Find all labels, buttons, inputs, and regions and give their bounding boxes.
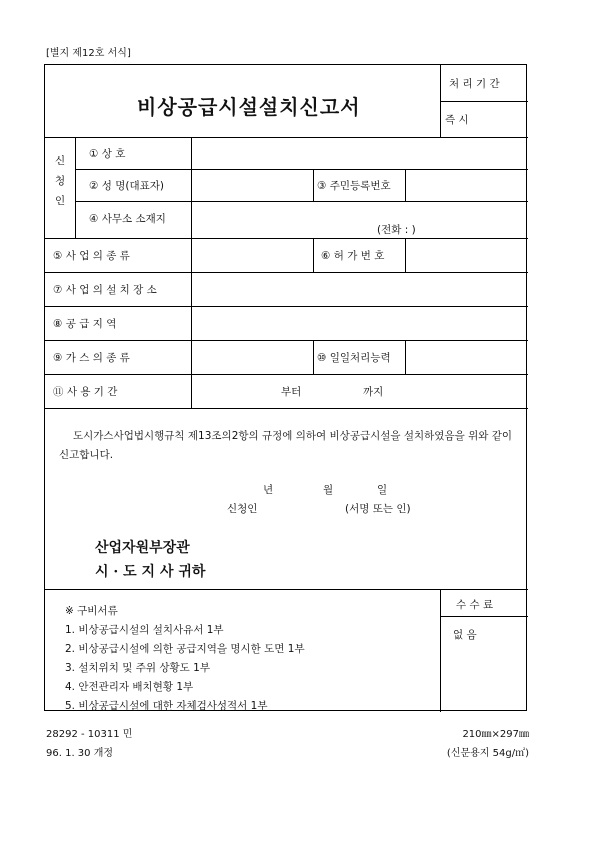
trade-name-label: ① 상 호 [89, 148, 126, 160]
form-frame [44, 64, 527, 711]
processing-period-label: 처 리 기 간 [449, 78, 500, 90]
processing-period-value: 즉 시 [445, 114, 469, 126]
date-year-label: 년 [263, 484, 274, 496]
office-address-field[interactable] [195, 205, 523, 223]
form-number: [별지 제12호 서식] [46, 48, 131, 59]
permit-number-label: ⑥ 허 가 번 호 [321, 250, 385, 262]
sign-note: (서명 또는 인) [345, 503, 411, 515]
footer-code: 28292 - 10311 민 [46, 729, 133, 740]
applicant-label: 신 청 인 [55, 155, 66, 207]
resident-number-label: ③ 주민등록번호 [317, 180, 391, 192]
date-day-label: 일 [377, 484, 388, 496]
list-item: 5. 비상공급시설에 대한 자체검사성적서 1부 [65, 700, 268, 712]
recipient-governor: 시 · 도 지 사 귀하 [95, 564, 206, 580]
install-location-field[interactable] [195, 276, 523, 302]
page-title: 비상공급시설설치신고서 [137, 95, 361, 119]
trade-name-field[interactable] [195, 141, 523, 165]
list-item: 4. 안전관리자 배치현황 1부 [65, 681, 194, 693]
supply-area-field[interactable] [195, 310, 523, 336]
resident-number-field[interactable] [409, 173, 523, 197]
footer-revision: 96. 1. 30 개정 [46, 748, 114, 759]
gas-type-field[interactable] [195, 344, 309, 370]
period-from-label: 부터 [281, 386, 302, 398]
date-month-label: 월 [323, 484, 334, 496]
phone-label: (전화 : ) [377, 224, 416, 236]
list-item: 2. 비상공급시설에 의한 공급지역을 명시한 도면 1부 [65, 643, 305, 655]
supply-area-label: ⑧ 공 급 지 역 [53, 318, 117, 330]
signer-label: 신청인 [227, 503, 258, 515]
daily-capacity-field[interactable] [409, 344, 523, 370]
documents-header: ※ 구비서류 [65, 605, 118, 617]
daily-capacity-label: ⑩ 일일처리능력 [317, 352, 391, 364]
office-address-label: ④ 사무소 소재지 [89, 213, 166, 225]
representative-name-field[interactable] [195, 173, 309, 197]
permit-number-field[interactable] [409, 242, 523, 268]
fee-value: 없 음 [453, 629, 477, 641]
recipient-minister: 산업자원부장관 [95, 540, 190, 556]
documents-list [65, 621, 305, 716]
declaration-text: 도시가스사업법시행규칙 제13조의2항의 규정에 의하여 비상공급시설을 설치하였음을 위와 같이 신고합니다. [59, 430, 512, 461]
representative-name-label: ② 성 명(대표자) [89, 180, 164, 192]
business-type-field[interactable] [195, 242, 309, 268]
fee-label: 수 수 료 [456, 599, 494, 611]
list-item: 3. 설치위치 및 주위 상황도 1부 [65, 662, 210, 674]
list-item: 1. 비상공급시설의 설치사유서 1부 [65, 624, 224, 636]
footer-paper-type: (신문용지 54g/㎡) [446, 748, 529, 759]
gas-type-label: ⑨ 가 스 의 종 류 [53, 352, 130, 364]
period-to-label: 까지 [363, 386, 384, 398]
usage-period-label: ⑪ 사 용 기 간 [53, 386, 118, 398]
footer-paper-size: 210㎜×297㎜ [462, 729, 529, 740]
business-type-label: ⑤ 사 업 의 종 류 [53, 250, 130, 262]
install-location-label: ⑦ 사 업 의 설 치 장 소 [53, 284, 157, 296]
